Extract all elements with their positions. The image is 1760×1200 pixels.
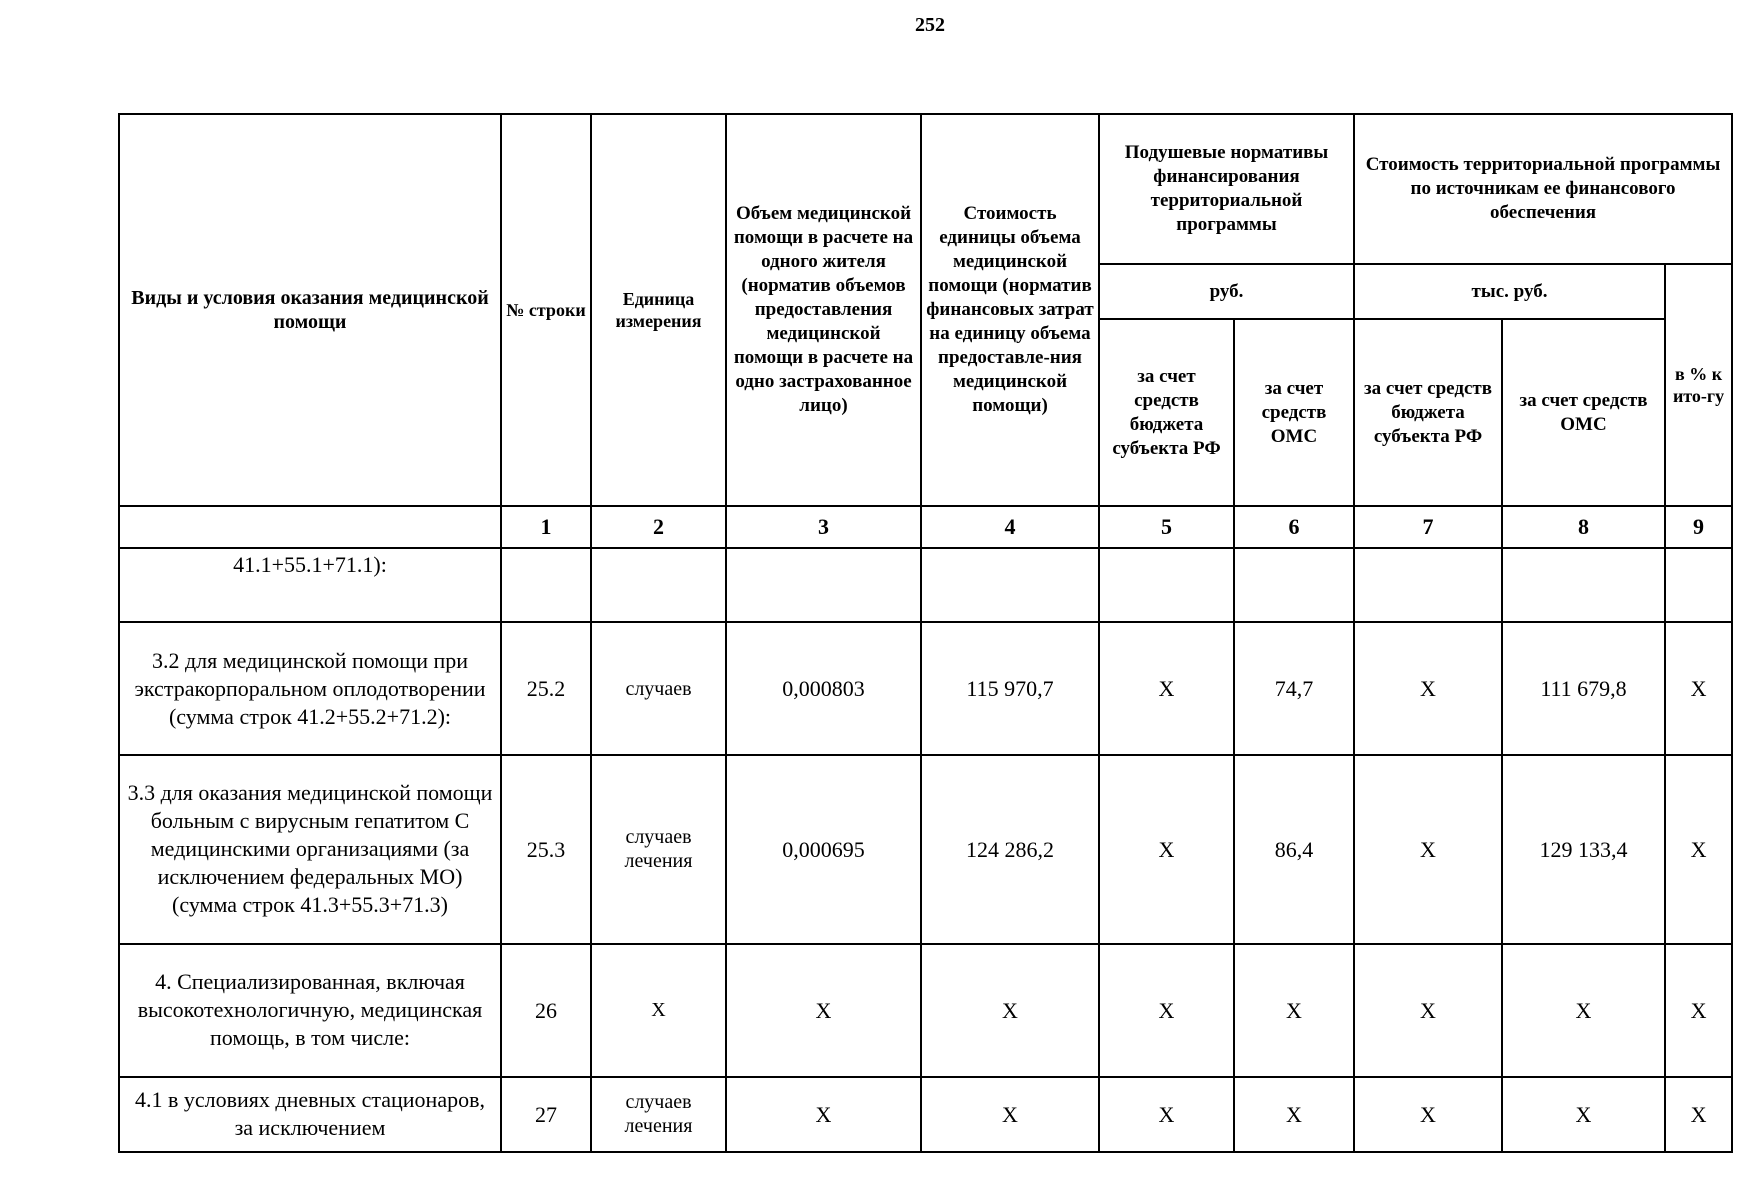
header-row-no: № строки — [501, 114, 591, 506]
table-row — [119, 622, 1732, 754]
row-number: 26 — [501, 944, 591, 1076]
column-number: 6 — [1234, 506, 1354, 548]
column-number: 2 — [591, 506, 726, 548]
column-number: 8 — [1502, 506, 1665, 548]
row-cost: 124 286,2 — [921, 755, 1099, 944]
row-oms-thousand — [1502, 548, 1665, 622]
column-number-blank — [119, 506, 501, 548]
header-program-cost-group: Стоимость территориальной программы по источникам ее финансового обеспечения — [1354, 114, 1732, 264]
row-percent: X — [1665, 755, 1732, 944]
row-cost — [921, 548, 1099, 622]
row-percent — [1665, 548, 1732, 622]
row-volume: 0,000803 — [726, 622, 921, 754]
header-volume: Объем медицинской помощи в расчете на одного жителя (норматив объемов предоставления медицинской помощи в расчете на одно застрахованное лицо) — [726, 114, 921, 506]
row-oms-thousand: X — [1502, 944, 1665, 1076]
header-cost: Стоимость единицы объема медицинской помощи (норматив финансовых затрат на единицу объема предоставле-ния медицинской помощи) — [921, 114, 1099, 506]
table-row — [119, 548, 1732, 622]
header-percent: в % к ито-гу — [1665, 264, 1732, 506]
column-number: 5 — [1099, 506, 1234, 548]
row-percent: X — [1665, 944, 1732, 1076]
header-oms-rub: за счет средств ОМС — [1234, 319, 1354, 506]
row-oms-rub: X — [1234, 1077, 1354, 1152]
row-oms-rub: 86,4 — [1234, 755, 1354, 944]
row-budget-rub: X — [1099, 944, 1234, 1076]
row-volume: X — [726, 1077, 921, 1152]
row-number: 27 — [501, 1077, 591, 1152]
header-budget-thousand: за счет средств бюджета субъекта РФ — [1354, 319, 1502, 506]
row-oms-rub — [1234, 548, 1354, 622]
header-oms-thousand: за счет средств ОМС — [1502, 319, 1665, 506]
row-cost: 115 970,7 — [921, 622, 1099, 754]
page-number: 252 — [915, 14, 945, 36]
row-name: 4.1 в условиях дневных стационаров, за исключением — [119, 1077, 501, 1152]
row-oms-rub: 74,7 — [1234, 622, 1354, 754]
header-budget-rub: за счет средств бюджета субъекта РФ — [1099, 319, 1234, 506]
row-budget-thousand: X — [1354, 944, 1502, 1076]
row-name: 3.2 для медицинской помощи при экстракорпоральном оплодотворении (сумма строк 41.2+55.2+71.2): — [119, 622, 501, 754]
row-name: 41.1+55.1+71.1): — [119, 548, 501, 622]
row-oms-thousand: X — [1502, 1077, 1665, 1152]
row-budget-thousand: X — [1354, 622, 1502, 754]
row-name: 3.3 для оказания медицинской помощи больным с вирусным гепатитом С медицинскими организациями (за исключением федеральных МО) (сумма строк 41.3+55.3+71.3) — [119, 755, 501, 944]
row-budget-rub — [1099, 548, 1234, 622]
row-number: 25.3 — [501, 755, 591, 944]
row-number — [501, 548, 591, 622]
column-number: 9 — [1665, 506, 1732, 548]
row-percent: X — [1665, 1077, 1732, 1152]
header-unit-thousand-rub: тыс. руб. — [1354, 264, 1665, 319]
row-cost: X — [921, 1077, 1099, 1152]
row-unit: случаев лечения — [591, 755, 726, 944]
row-volume: X — [726, 944, 921, 1076]
row-budget-thousand — [1354, 548, 1502, 622]
row-percent: X — [1665, 622, 1732, 754]
header-per-capita-group: Подушевые нормативы финансирования территориальной программы — [1099, 114, 1354, 264]
table-row — [119, 755, 1732, 944]
row-budget-rub: X — [1099, 1077, 1234, 1152]
row-number: 25.2 — [501, 622, 591, 754]
column-number: 3 — [726, 506, 921, 548]
row-unit: случаев — [591, 622, 726, 754]
row-unit: случаев лечения — [591, 1077, 726, 1152]
row-name: 4. Специализированная, включая высокотехнологичную, медицинская помощь, в том числе: — [119, 944, 501, 1076]
row-oms-thousand: 129 133,4 — [1502, 755, 1665, 944]
header-unit-rub: руб. — [1099, 264, 1354, 319]
table-row — [119, 1077, 1732, 1152]
column-number: 7 — [1354, 506, 1502, 548]
header-name: Виды и условия оказания медицинской помощи — [119, 114, 501, 506]
financing-table — [118, 113, 1733, 1153]
row-oms-rub: X — [1234, 944, 1354, 1076]
row-cost: X — [921, 944, 1099, 1076]
column-number: 4 — [921, 506, 1099, 548]
column-number: 1 — [501, 506, 591, 548]
row-budget-thousand: X — [1354, 1077, 1502, 1152]
table-row — [119, 944, 1732, 1076]
row-unit — [591, 548, 726, 622]
header-unit: Единица измерения — [591, 114, 726, 506]
row-budget-rub: X — [1099, 755, 1234, 944]
row-volume — [726, 548, 921, 622]
row-budget-rub: X — [1099, 622, 1234, 754]
row-budget-thousand: X — [1354, 755, 1502, 944]
row-volume: 0,000695 — [726, 755, 921, 944]
row-unit: X — [591, 944, 726, 1076]
row-oms-thousand: 111 679,8 — [1502, 622, 1665, 754]
